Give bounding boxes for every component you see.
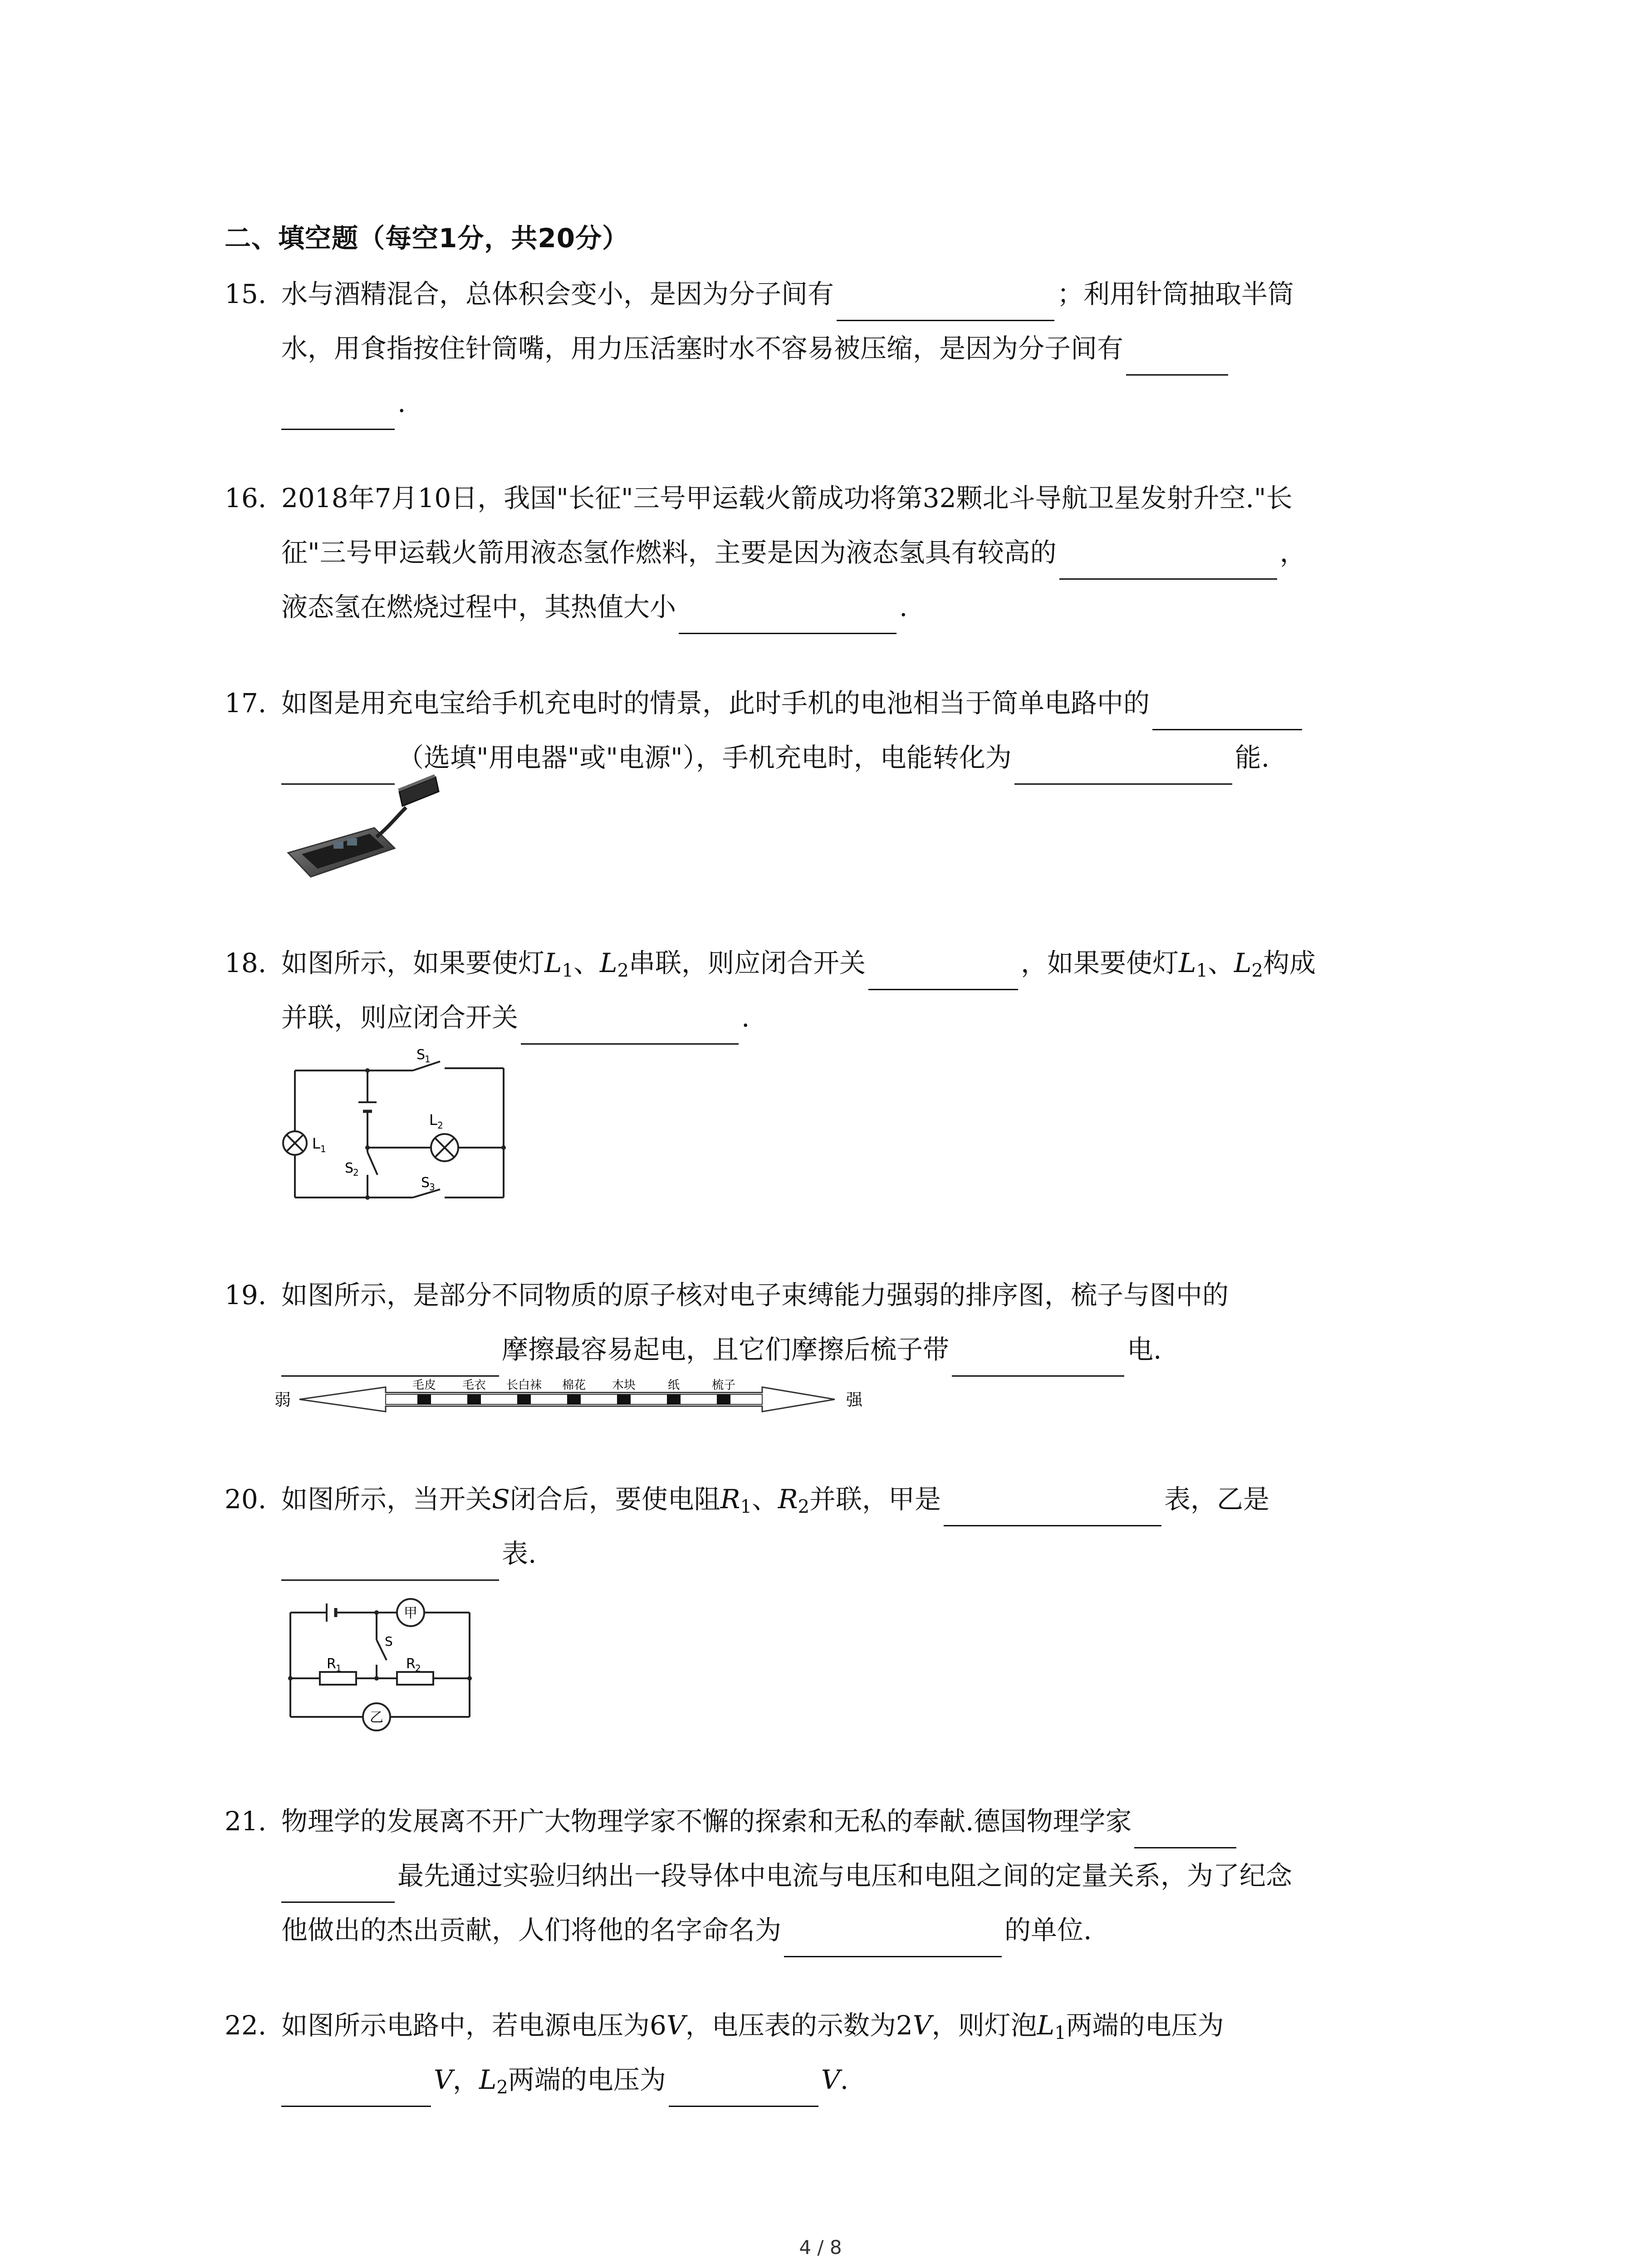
- answer-blank[interactable]: [1014, 743, 1232, 785]
- phone-charging-figure: [284, 773, 440, 882]
- circuit-diagram-20: [281, 1588, 481, 1737]
- svg-text:S: S: [421, 1175, 430, 1191]
- svg-text:乙: 乙: [370, 1710, 383, 1725]
- question-16: 16. 2018年7月10日，我国"长征"三号甲运载火箭成功将第32颗北斗导航卫星发射升空."长 征"三号甲运载火箭用液态氢作燃料，主要是因为液态氢具有较高的 ， 液态氢在燃烧过程中，其热值大小 .: [225, 471, 1450, 634]
- question-number: 21.: [225, 1806, 267, 1837]
- svg-text:2: 2: [437, 1120, 443, 1131]
- question-19: 19. 如图所示，是部分不同物质的原子核对电子束缚能力强弱的排序图，梳子与图中的 摩擦最容易起电，且它们摩擦后梳子带 电.: [225, 1268, 1450, 1377]
- material-label: 棉花: [562, 1378, 586, 1392]
- answer-blank[interactable]: [281, 1862, 395, 1903]
- material-label: 毛皮: [412, 1378, 436, 1392]
- svg-text:R: R: [327, 1656, 336, 1672]
- question-number: 17.: [225, 688, 267, 719]
- answer-blank[interactable]: [281, 2066, 431, 2107]
- question-21: 21. 物理学的发展离不开广大物理学家不懈的探索和无私的奉献.德国物理学家 最先通过实验归纳出一段导体中电流与电压和电阻之间的定量关系，为了纪念 他做出的杰出贡献，人们将他的名字命名为 的单位.: [225, 1794, 1450, 1957]
- circuit-diagram-18: [277, 1043, 513, 1216]
- answer-blank[interactable]: [679, 593, 896, 634]
- svg-text:2: 2: [353, 1167, 359, 1178]
- answer-blank[interactable]: [868, 949, 1018, 990]
- question-number: 22.: [225, 2010, 267, 2041]
- question-20: 20. 如图所示，当开关S闭合后，要使电阻$R_1$、$R_2$并联，甲是 表，乙是 表.: [225, 1472, 1450, 1581]
- answer-blank[interactable]: [1152, 689, 1302, 730]
- svg-text:1: 1: [336, 1663, 342, 1674]
- question-22: 22. 如图所示电路中，若电源电压为6V，电压表的示数为2V，则灯泡$L_1$两端的电压为 V，$L_2$两端的电压为 V.: [225, 1998, 1450, 2107]
- answer-blank[interactable]: [281, 1540, 499, 1581]
- material-label: 梳子: [711, 1378, 736, 1392]
- svg-text:1: 1: [320, 1144, 326, 1154]
- svg-text:L: L: [312, 1135, 320, 1152]
- svg-text:S: S: [385, 1634, 393, 1649]
- svg-text:S: S: [416, 1047, 426, 1063]
- svg-text:R: R: [406, 1656, 416, 1672]
- svg-text:L: L: [429, 1111, 437, 1129]
- question-number: 15.: [225, 279, 267, 309]
- svg-text:1: 1: [425, 1054, 431, 1065]
- page-number: 4 / 8: [799, 2236, 842, 2258]
- svg-text:甲: 甲: [404, 1605, 417, 1621]
- material-label: 毛衣: [462, 1378, 486, 1392]
- answer-blank[interactable]: [669, 2066, 818, 2107]
- question-18: 18. 如图所示，如果要使灯$L_1$、$L_2$串联，则应闭合开关 ，如果要使灯$L_1$、$L_2$构成 并联，则应闭合开关 .: [225, 936, 1450, 1045]
- answer-blank[interactable]: [1126, 334, 1228, 376]
- svg-text:S: S: [345, 1160, 354, 1176]
- question-17: 17. 如图是用充电宝给手机充电时的情景，此时手机的电池相当于简单电路中的 （选填"用电器"或"电源"），手机充电时，电能转化为 能.: [225, 676, 1450, 785]
- question-number: 16.: [225, 483, 267, 513]
- svg-text:3: 3: [429, 1182, 435, 1193]
- answer-blank[interactable]: [837, 280, 1054, 321]
- question-number: 20.: [225, 1484, 267, 1515]
- svg-text:2: 2: [415, 1663, 421, 1674]
- answer-blank[interactable]: [1134, 1807, 1236, 1848]
- answer-blank[interactable]: [944, 1485, 1161, 1526]
- material-label: 木块: [612, 1378, 636, 1392]
- answer-blank[interactable]: [281, 389, 395, 430]
- answer-blank[interactable]: [952, 1335, 1124, 1377]
- question-number: 19.: [225, 1280, 267, 1310]
- question-15: 15. 水与酒精混合，总体积会变小，是因为分子间有 ；利用针筒抽取半筒 水，用食指按住针筒嘴，用力压活塞时水不容易被压缩，是因为分子间有 .: [225, 267, 1450, 430]
- answer-blank[interactable]: [784, 1916, 1002, 1957]
- section-title: 二、填空题（每空1分，共20分）: [225, 223, 629, 254]
- svg-text:强: 强: [846, 1391, 863, 1409]
- answer-blank[interactable]: [521, 1003, 739, 1045]
- triboelectric-series-figure: [272, 1370, 876, 1420]
- svg-text:弱: 弱: [274, 1391, 291, 1409]
- question-number: 18.: [225, 948, 267, 978]
- material-label: 长白袜: [506, 1378, 542, 1392]
- answer-blank[interactable]: [1059, 538, 1277, 580]
- material-label: 纸: [667, 1378, 680, 1392]
